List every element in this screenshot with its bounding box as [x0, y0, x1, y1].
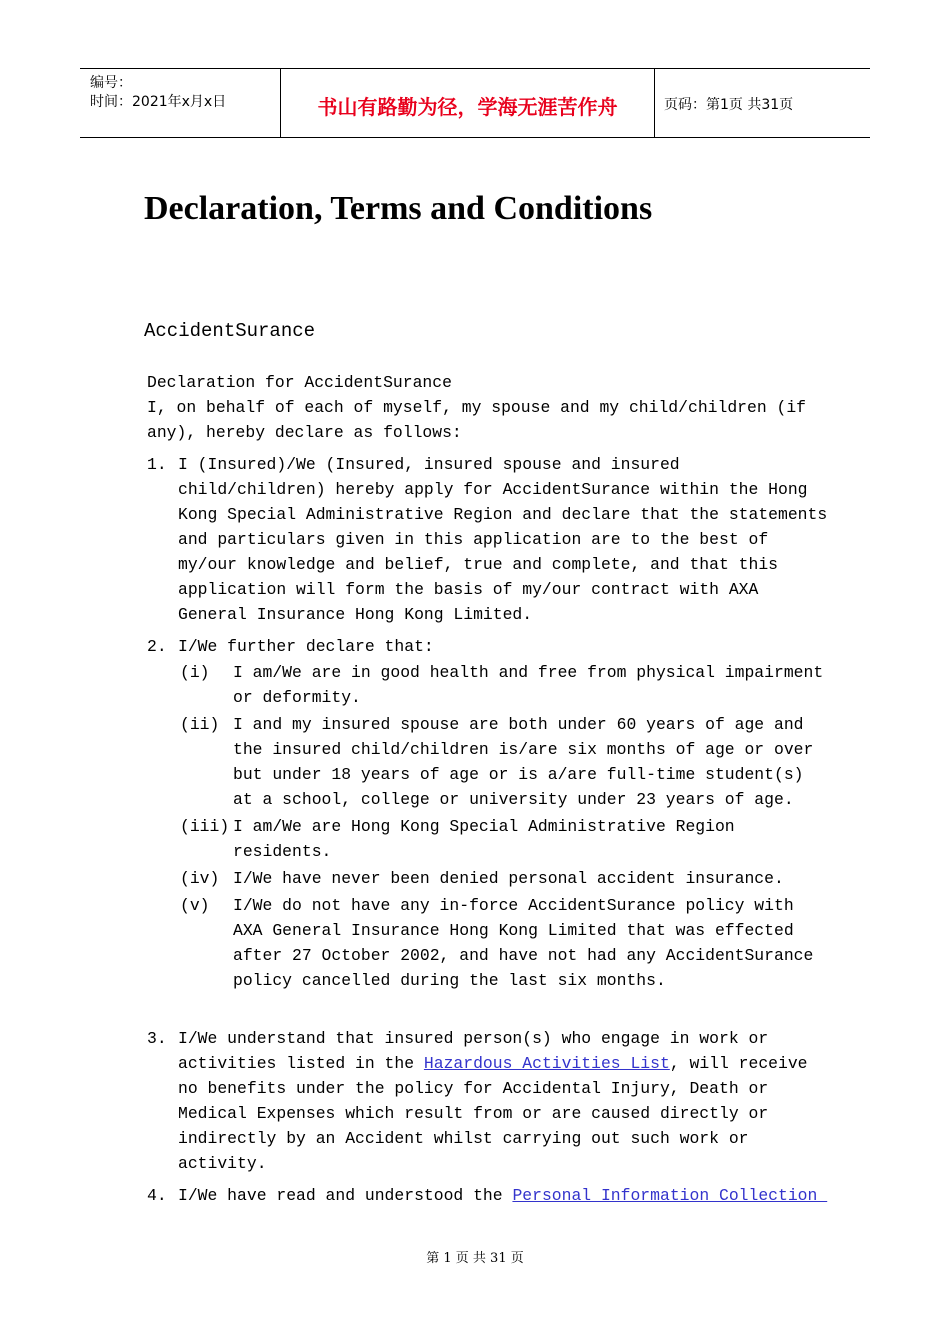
item1-line: application will form the basis of my/our contract with AXA	[178, 580, 759, 599]
subitem-number: (iv)	[180, 869, 220, 888]
subitem-line: I am/We are Hong Kong Special Administrative Region	[233, 817, 735, 836]
subitem-line: I/We do not have any in-force AccidentSurance policy with	[233, 896, 794, 915]
subitem-line: policy cancelled during the last six months.	[233, 971, 666, 990]
item3-text: , will receive	[669, 1054, 808, 1073]
subitem-number: (v)	[180, 896, 210, 915]
item3-line: indirectly by an Accident whilst carrying out such work or	[178, 1129, 749, 1148]
item3-line: I/We understand that insured person(s) who engage in work or	[178, 1029, 769, 1048]
item2-text: I/We further declare that:	[178, 637, 434, 656]
subitem-line: at a school, college or university under 23 years of age.	[233, 790, 794, 809]
page-footer: 第 1 页 共 31 页	[426, 1251, 524, 1266]
item-number: 3.	[147, 1029, 167, 1048]
subitem-line: I am/We are in good health and free from physical impairment	[233, 663, 824, 682]
item1-line: I (Insured)/We (Insured, insured spouse and insured	[178, 455, 680, 474]
subitem-number: (i)	[180, 663, 210, 682]
item3-text: activities listed in the	[178, 1054, 424, 1073]
item4-text: I/We have read and understood the	[178, 1186, 513, 1205]
page-info: 页码：第1页 共31页	[664, 97, 794, 113]
item3-line: no benefits under the policy for Accidental Injury, Death or	[178, 1079, 769, 1098]
item-number: 2.	[147, 637, 167, 656]
subitem-line: AXA General Insurance Hong Kong Limited that was effected	[233, 921, 794, 940]
item1-line: Kong Special Administrative Region and declare that the statements	[178, 505, 828, 524]
item3-line-with-link	[178, 1051, 808, 1076]
page-header	[80, 68, 870, 138]
item1-line: my/our knowledge and belief, true and complete, and that this	[178, 555, 778, 574]
section-title: AccidentSurance	[144, 320, 316, 342]
subitem-line: residents.	[233, 842, 332, 861]
intro-line: any), hereby declare as follows:	[147, 423, 462, 442]
motto: 书山有路勤为径，学海无涯苦作舟	[317, 95, 618, 119]
intro-line: I, on behalf of each of myself, my spouse and my child/children (if	[147, 398, 807, 417]
header-right-cell	[655, 69, 870, 137]
subitem-line: I/We have never been denied personal accident insurance.	[233, 869, 784, 888]
header-left-cell	[80, 69, 281, 137]
item3-line: Medical Expenses which result from or are caused directly or	[178, 1104, 769, 1123]
header-center-cell	[281, 69, 655, 137]
item-number: 4.	[147, 1186, 167, 1205]
declaration-heading: Declaration for AccidentSurance	[147, 373, 452, 392]
time-label: 时间：2021年x月x日	[90, 94, 227, 110]
item4-line	[178, 1183, 827, 1208]
item3-line: activity.	[178, 1154, 267, 1173]
personal-information-collection-link[interactable]: Personal Information Collection	[512, 1186, 828, 1205]
item1-line: General Insurance Hong Kong Limited.	[178, 605, 533, 624]
subitem-line: I and my insured spouse are both under 60 years of age and	[233, 715, 804, 734]
subitem-line: or deformity.	[233, 688, 361, 707]
item1-line: and particulars given in this application are to the best of	[178, 530, 769, 549]
number-label: 编号：	[90, 75, 132, 91]
subitem-line: but under 18 years of age or is a/are full-time student(s)	[233, 765, 804, 784]
subitem-line: the insured child/children is/are six months of age or over	[233, 740, 814, 759]
item-number: 1.	[147, 455, 167, 474]
document-title: Declaration, Terms and Conditions	[144, 190, 653, 227]
subitem-number: (iii)	[180, 817, 230, 836]
subitem-number: (ii)	[180, 715, 220, 734]
subitem-line: after 27 October 2002, and have not had any AccidentSurance	[233, 946, 814, 965]
item1-line: child/children) hereby apply for AccidentSurance within the Hong	[178, 480, 808, 499]
hazardous-activities-link[interactable]: Hazardous Activities List	[423, 1054, 670, 1073]
